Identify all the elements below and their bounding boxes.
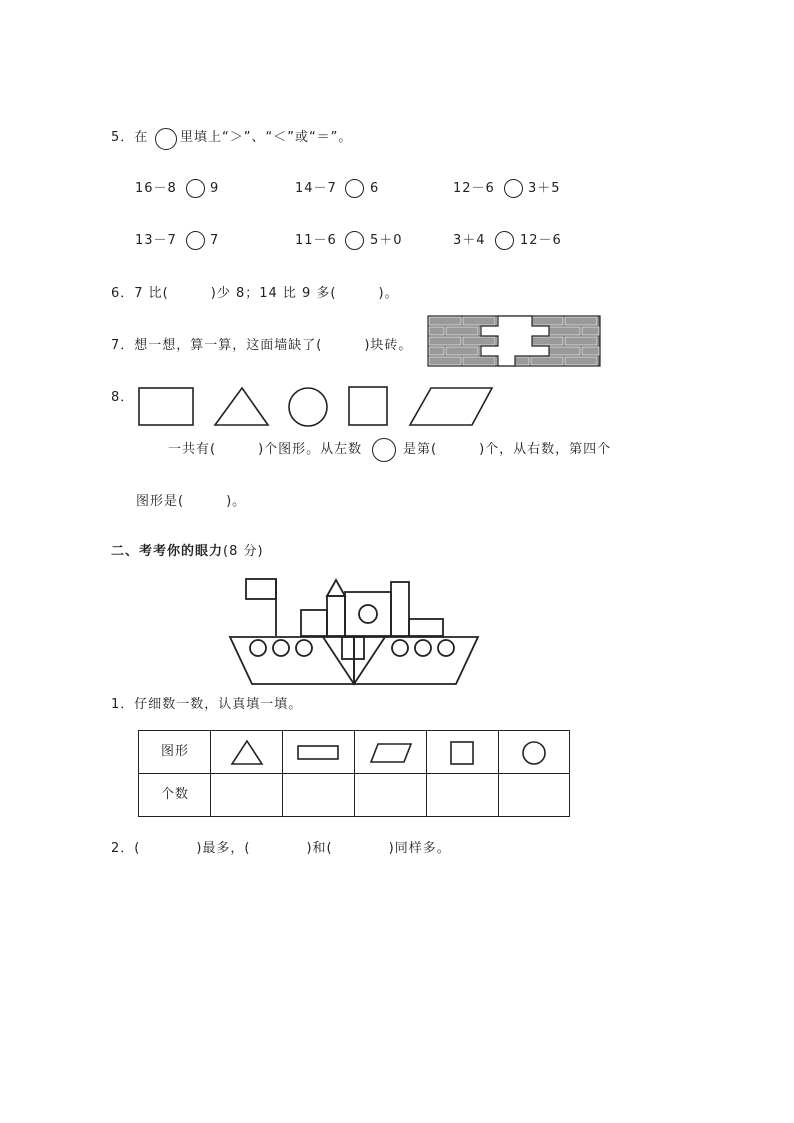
triangle-icon bbox=[215, 388, 268, 425]
circle-icon bbox=[359, 605, 377, 623]
q5-expr-1-left: 16－8 bbox=[135, 181, 177, 196]
q5-instruction: 里填上“＞”、“＜”或“＝”。 bbox=[180, 130, 353, 145]
answer-circle[interactable] bbox=[504, 179, 523, 198]
q5-expr-2-left: 14－7 bbox=[295, 181, 337, 196]
square-icon bbox=[349, 387, 387, 425]
answer-circle[interactable] bbox=[345, 231, 364, 250]
triangle-icon bbox=[230, 739, 264, 767]
count-cell[interactable] bbox=[427, 774, 499, 816]
ship-figure bbox=[228, 576, 480, 688]
q5-expr-3-left: 12－6 bbox=[453, 181, 495, 196]
q5-expr-3-right: 3＋5 bbox=[528, 181, 561, 196]
section-2-title bbox=[111, 543, 264, 561]
shape-cell-parallelogram bbox=[355, 731, 427, 774]
circle-icon bbox=[521, 740, 547, 766]
circle-icon bbox=[289, 388, 327, 426]
rectangle-icon bbox=[409, 619, 443, 636]
parallelogram-icon bbox=[230, 637, 354, 684]
answer-circle[interactable] bbox=[186, 231, 205, 250]
s2q2-text: 2．( )最多，( )和( )同样多。 bbox=[111, 841, 451, 856]
square-icon bbox=[342, 637, 364, 659]
row-header-label: 图形 bbox=[161, 744, 190, 759]
rectangle-icon bbox=[139, 388, 193, 425]
square-icon bbox=[345, 592, 391, 636]
q5-expr-5-right: 5＋0 bbox=[370, 233, 403, 248]
q8-shapes bbox=[138, 385, 498, 430]
q5-expr-4-right: 7 bbox=[210, 233, 220, 248]
section-2-heading: 二、考考你的眼力 bbox=[111, 544, 224, 559]
shape-cell-square bbox=[427, 731, 499, 774]
count-cell[interactable] bbox=[499, 774, 569, 816]
rectangle-icon bbox=[327, 596, 345, 636]
circle-icon bbox=[296, 640, 312, 656]
q5-prefix: 5．在 bbox=[111, 130, 149, 145]
count-cell[interactable] bbox=[283, 774, 355, 816]
answer-circle[interactable] bbox=[345, 179, 364, 198]
s2q1-text: 1．仔细数一数，认真填一填。 bbox=[111, 697, 303, 712]
count-cell[interactable] bbox=[211, 774, 283, 816]
q8-line1-end: 是第( )个，从右数，第四个 bbox=[403, 442, 612, 457]
q5-expr-1-right: 9 bbox=[210, 181, 220, 196]
q8-line1-start: 一共有( )个图形。从左数 bbox=[168, 442, 363, 457]
q8-line2: 图形是( )。 bbox=[136, 494, 247, 509]
parallelogram-icon bbox=[410, 388, 492, 425]
q5-expr-2-right: 6 bbox=[370, 181, 380, 196]
q5-expr-4-left: 13－7 bbox=[135, 233, 177, 248]
circle-icon bbox=[392, 640, 408, 656]
q6-text: 6．7 比( )少 8；14 比 9 多( )。 bbox=[111, 286, 399, 301]
section-2-score: (8 分) bbox=[223, 544, 264, 559]
compare-circle-icon bbox=[155, 128, 177, 150]
rectangle-icon bbox=[391, 582, 409, 636]
shape-cell-triangle bbox=[211, 731, 283, 774]
circle-icon bbox=[372, 438, 396, 462]
row-header-shape bbox=[139, 731, 211, 774]
parallelogram-icon bbox=[370, 742, 414, 764]
triangle-icon bbox=[327, 580, 345, 596]
q7-text: 7．想一想，算一算，这面墙缺了( )块砖。 bbox=[111, 338, 413, 353]
count-cell[interactable] bbox=[355, 774, 427, 816]
square-icon bbox=[450, 741, 476, 767]
circle-icon bbox=[250, 640, 266, 656]
q5-expr-6-right: 12－6 bbox=[520, 233, 562, 248]
row-header-label: 个数 bbox=[161, 787, 190, 802]
row-header-count bbox=[139, 774, 211, 816]
square-icon bbox=[301, 610, 327, 636]
circle-icon bbox=[273, 640, 289, 656]
circle-icon bbox=[438, 640, 454, 656]
count-table bbox=[138, 730, 570, 817]
shape-cell-circle bbox=[499, 731, 569, 774]
q8-number: 8． bbox=[111, 390, 135, 405]
shape-cell-rectangle bbox=[283, 731, 355, 774]
brick-wall-icon bbox=[428, 316, 602, 368]
rectangle-icon bbox=[297, 745, 341, 761]
q5-expr-6-left: 3＋4 bbox=[453, 233, 486, 248]
q5-expr-5-left: 11－6 bbox=[295, 233, 337, 248]
flag-rectangle bbox=[246, 579, 276, 599]
answer-circle[interactable] bbox=[495, 231, 514, 250]
answer-circle[interactable] bbox=[186, 179, 205, 198]
circle-icon bbox=[415, 640, 431, 656]
